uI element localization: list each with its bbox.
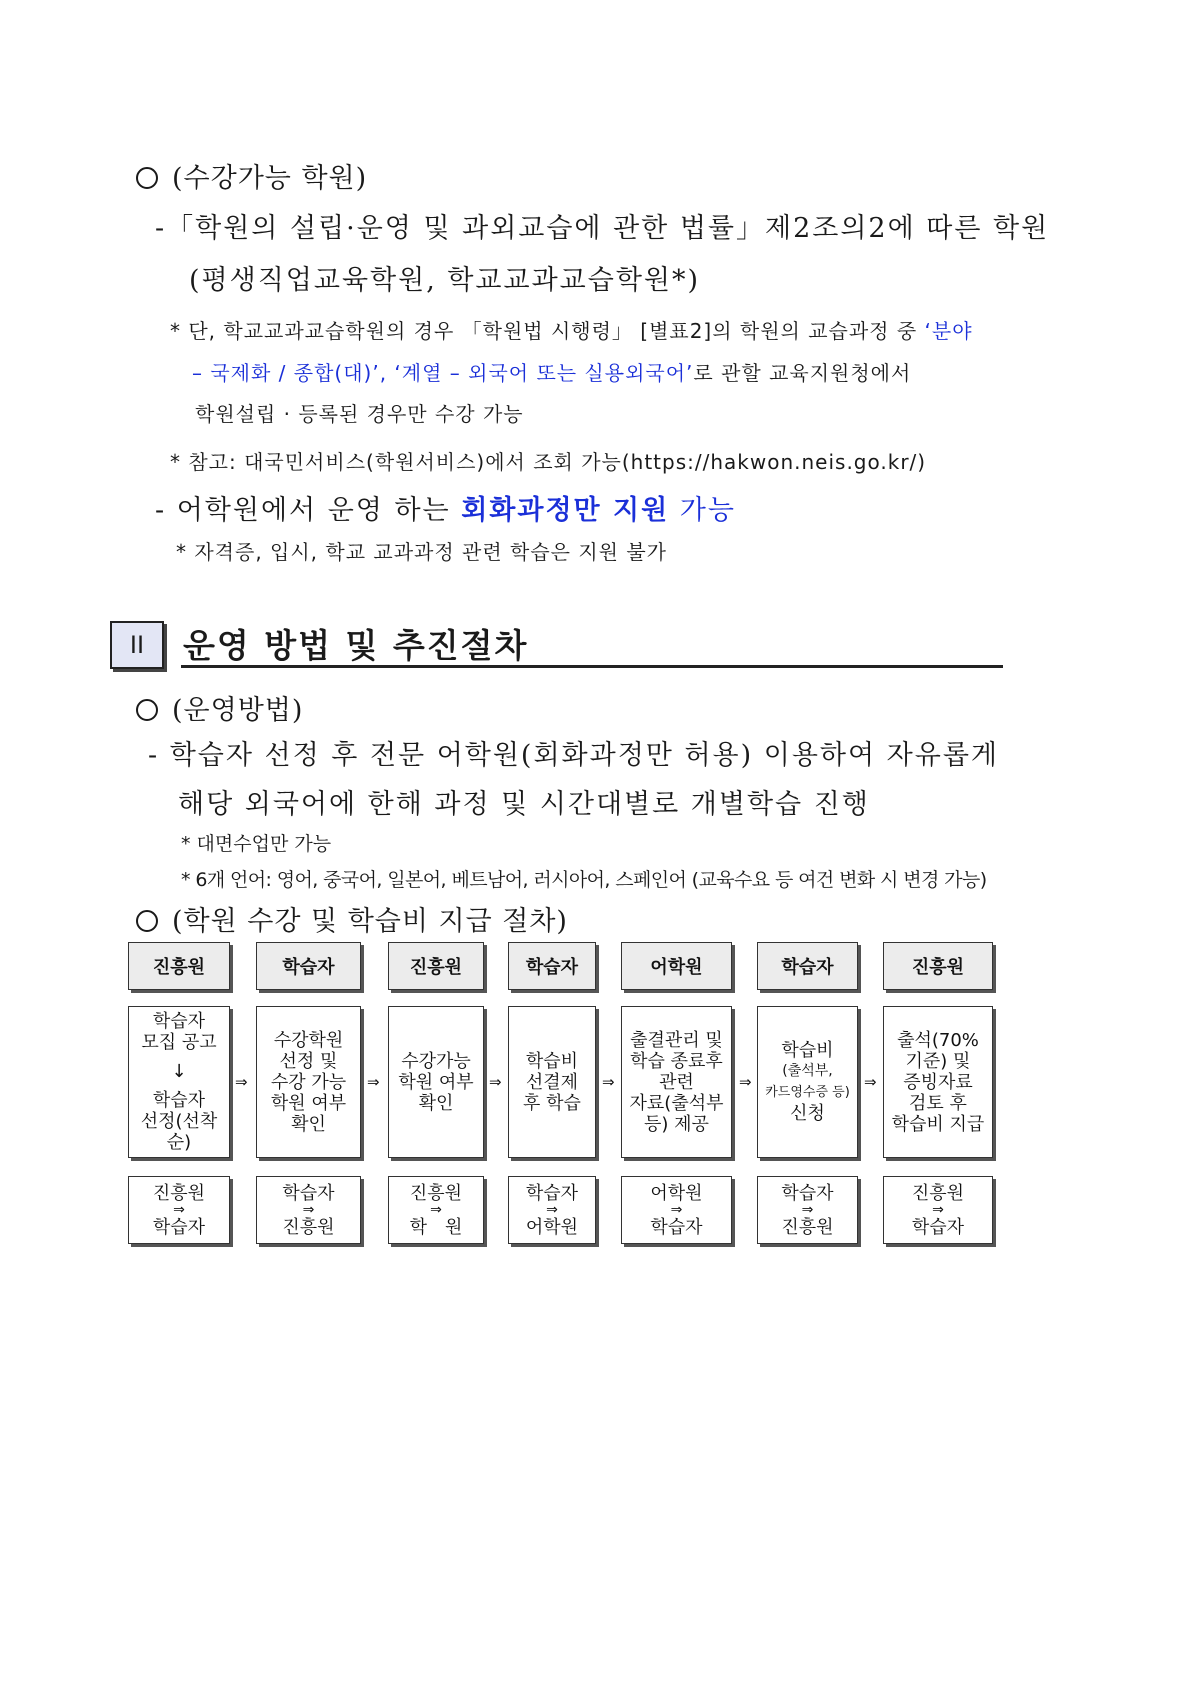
flow-arrow-1: ⇒	[235, 1073, 248, 1091]
flow-arrow-5: ⇒	[739, 1073, 752, 1091]
right-arrow-icon: ⇒	[430, 1201, 442, 1218]
section-heading-eligible-academy: (수강가능 학원)	[136, 156, 367, 195]
flow-direction-6: 학습자 ⇒ 진흥원	[757, 1176, 858, 1244]
section-heading-procedure: (학원 수강 및 학습비 지급 절차)	[136, 899, 568, 938]
right-arrow-icon: ⇒	[546, 1201, 558, 1218]
flow-actor-5: 어학원	[621, 942, 732, 990]
flow-step-3: 수강가능 학원 여부 확인	[388, 1006, 484, 1158]
flow-arrow-3: ⇒	[489, 1073, 502, 1091]
note-languages: * 6개 언어: 영어, 중국어, 일본어, 베트남어, 러시아어, 스페인어 (교육수요 등 여건 변화 시 변경 가능)	[181, 869, 987, 891]
flow-actor-2: 학습자	[256, 942, 361, 990]
flow-direction-3: 진흥원 ⇒ 학 원	[388, 1176, 484, 1244]
flow-actor-6: 학습자	[757, 942, 858, 990]
flow-step-5: 출결관리 및 학습 종료후 관련 자료(출석부 등) 제공	[621, 1006, 732, 1158]
flow-step-6: 학습비 (출석부, 카드영수증 등) 신청	[757, 1006, 858, 1158]
section-title-rule	[181, 665, 1003, 668]
flow-direction-1: 진흥원 ⇒ 학습자	[128, 1176, 230, 1244]
right-arrow-icon: ⇒	[302, 1201, 315, 1218]
flow-actor-3: 진흥원	[388, 942, 484, 990]
note-reference-url: * 참고: 대국민서비스(학원서비스)에서 조회 가능(https://hakwon.neis.go.kr/)	[170, 450, 927, 474]
circle-bullet-icon	[136, 699, 158, 721]
eligible-academy-types: (평생직업교육학원, 학교교과교습학원*)	[189, 265, 701, 296]
flow-step-7: 출석(70% 기준) 및 증빙자료 검토 후 학습비 지급	[883, 1006, 993, 1158]
section-title: 운영 방법 및 추진절차	[183, 626, 529, 665]
note-face-to-face: * 대면수업만 가능	[181, 833, 332, 855]
flow-arrow-4: ⇒	[602, 1073, 615, 1091]
flow-step-1: 학습자 모집 공고 ↓ 학습자 선정(선착순)	[128, 1006, 230, 1158]
section-heading-operation: (운영방법)	[136, 688, 303, 727]
flow-step-4: 학습비 선결제 후 학습	[508, 1006, 596, 1158]
note-curriculum-condition-end: 학원설립 · 등록된 경우만 수강 가능	[195, 402, 524, 426]
flow-actor-1: 진흥원	[128, 942, 230, 990]
right-arrow-icon: ⇒	[932, 1201, 944, 1218]
flow-direction-2: 학습자 ⇒ 진흥원	[256, 1176, 361, 1244]
note-curriculum-condition: * 단, 학교교과교습학원의 경우 「학원법 시행령」 [별표2]의 학원의 교습과정 중 ‘분야	[170, 319, 973, 343]
circle-bullet-icon	[136, 167, 158, 189]
flow-arrow-6: ⇒	[864, 1073, 877, 1091]
right-arrow-icon: ⇒	[173, 1201, 185, 1218]
down-arrow-icon: ↓	[171, 1061, 187, 1082]
flow-step-2: 수강학원 선정 및 수강 가능 학원 여부 확인	[256, 1006, 361, 1158]
conversation-only-line: - 어학원에서 운영 하는 회화과정만 지원 가능	[155, 495, 736, 526]
operation-line-1: - 학습자 선정 후 전문 어학원(회화과정만 허용) 이용하여 자유롭게	[148, 740, 999, 771]
operation-line-2: 해당 외국어에 한해 과정 및 시간대별로 개별학습 진행	[178, 789, 870, 820]
flow-direction-7: 진흥원 ⇒ 학습자	[883, 1176, 993, 1244]
right-arrow-icon: ⇒	[801, 1201, 814, 1218]
section-number-box: II	[110, 621, 164, 669]
right-arrow-icon: ⇒	[670, 1201, 683, 1218]
flow-actor-4: 학습자	[508, 942, 596, 990]
flow-arrow-2: ⇒	[367, 1073, 380, 1091]
flow-direction-5: 어학원 ⇒ 학습자	[621, 1176, 732, 1244]
note-not-supported: * 자격증, 입시, 학교 교과과정 관련 학습은 지원 불가	[176, 540, 667, 564]
flow-actor-7: 진흥원	[883, 942, 993, 990]
circle-bullet-icon	[136, 910, 158, 932]
eligible-law-line: -「학원의 설립·운영 및 과외교습에 관한 법률」제2조의2에 따른 학원	[155, 213, 1050, 244]
note-curriculum-condition-cont: – 국제화 / 종합(대)’, ‘계열 – 외국어 또는 실용외국어’로 관할 교육지원청에서	[192, 361, 912, 385]
flow-direction-4: 학습자 ⇒ 어학원	[508, 1176, 596, 1244]
